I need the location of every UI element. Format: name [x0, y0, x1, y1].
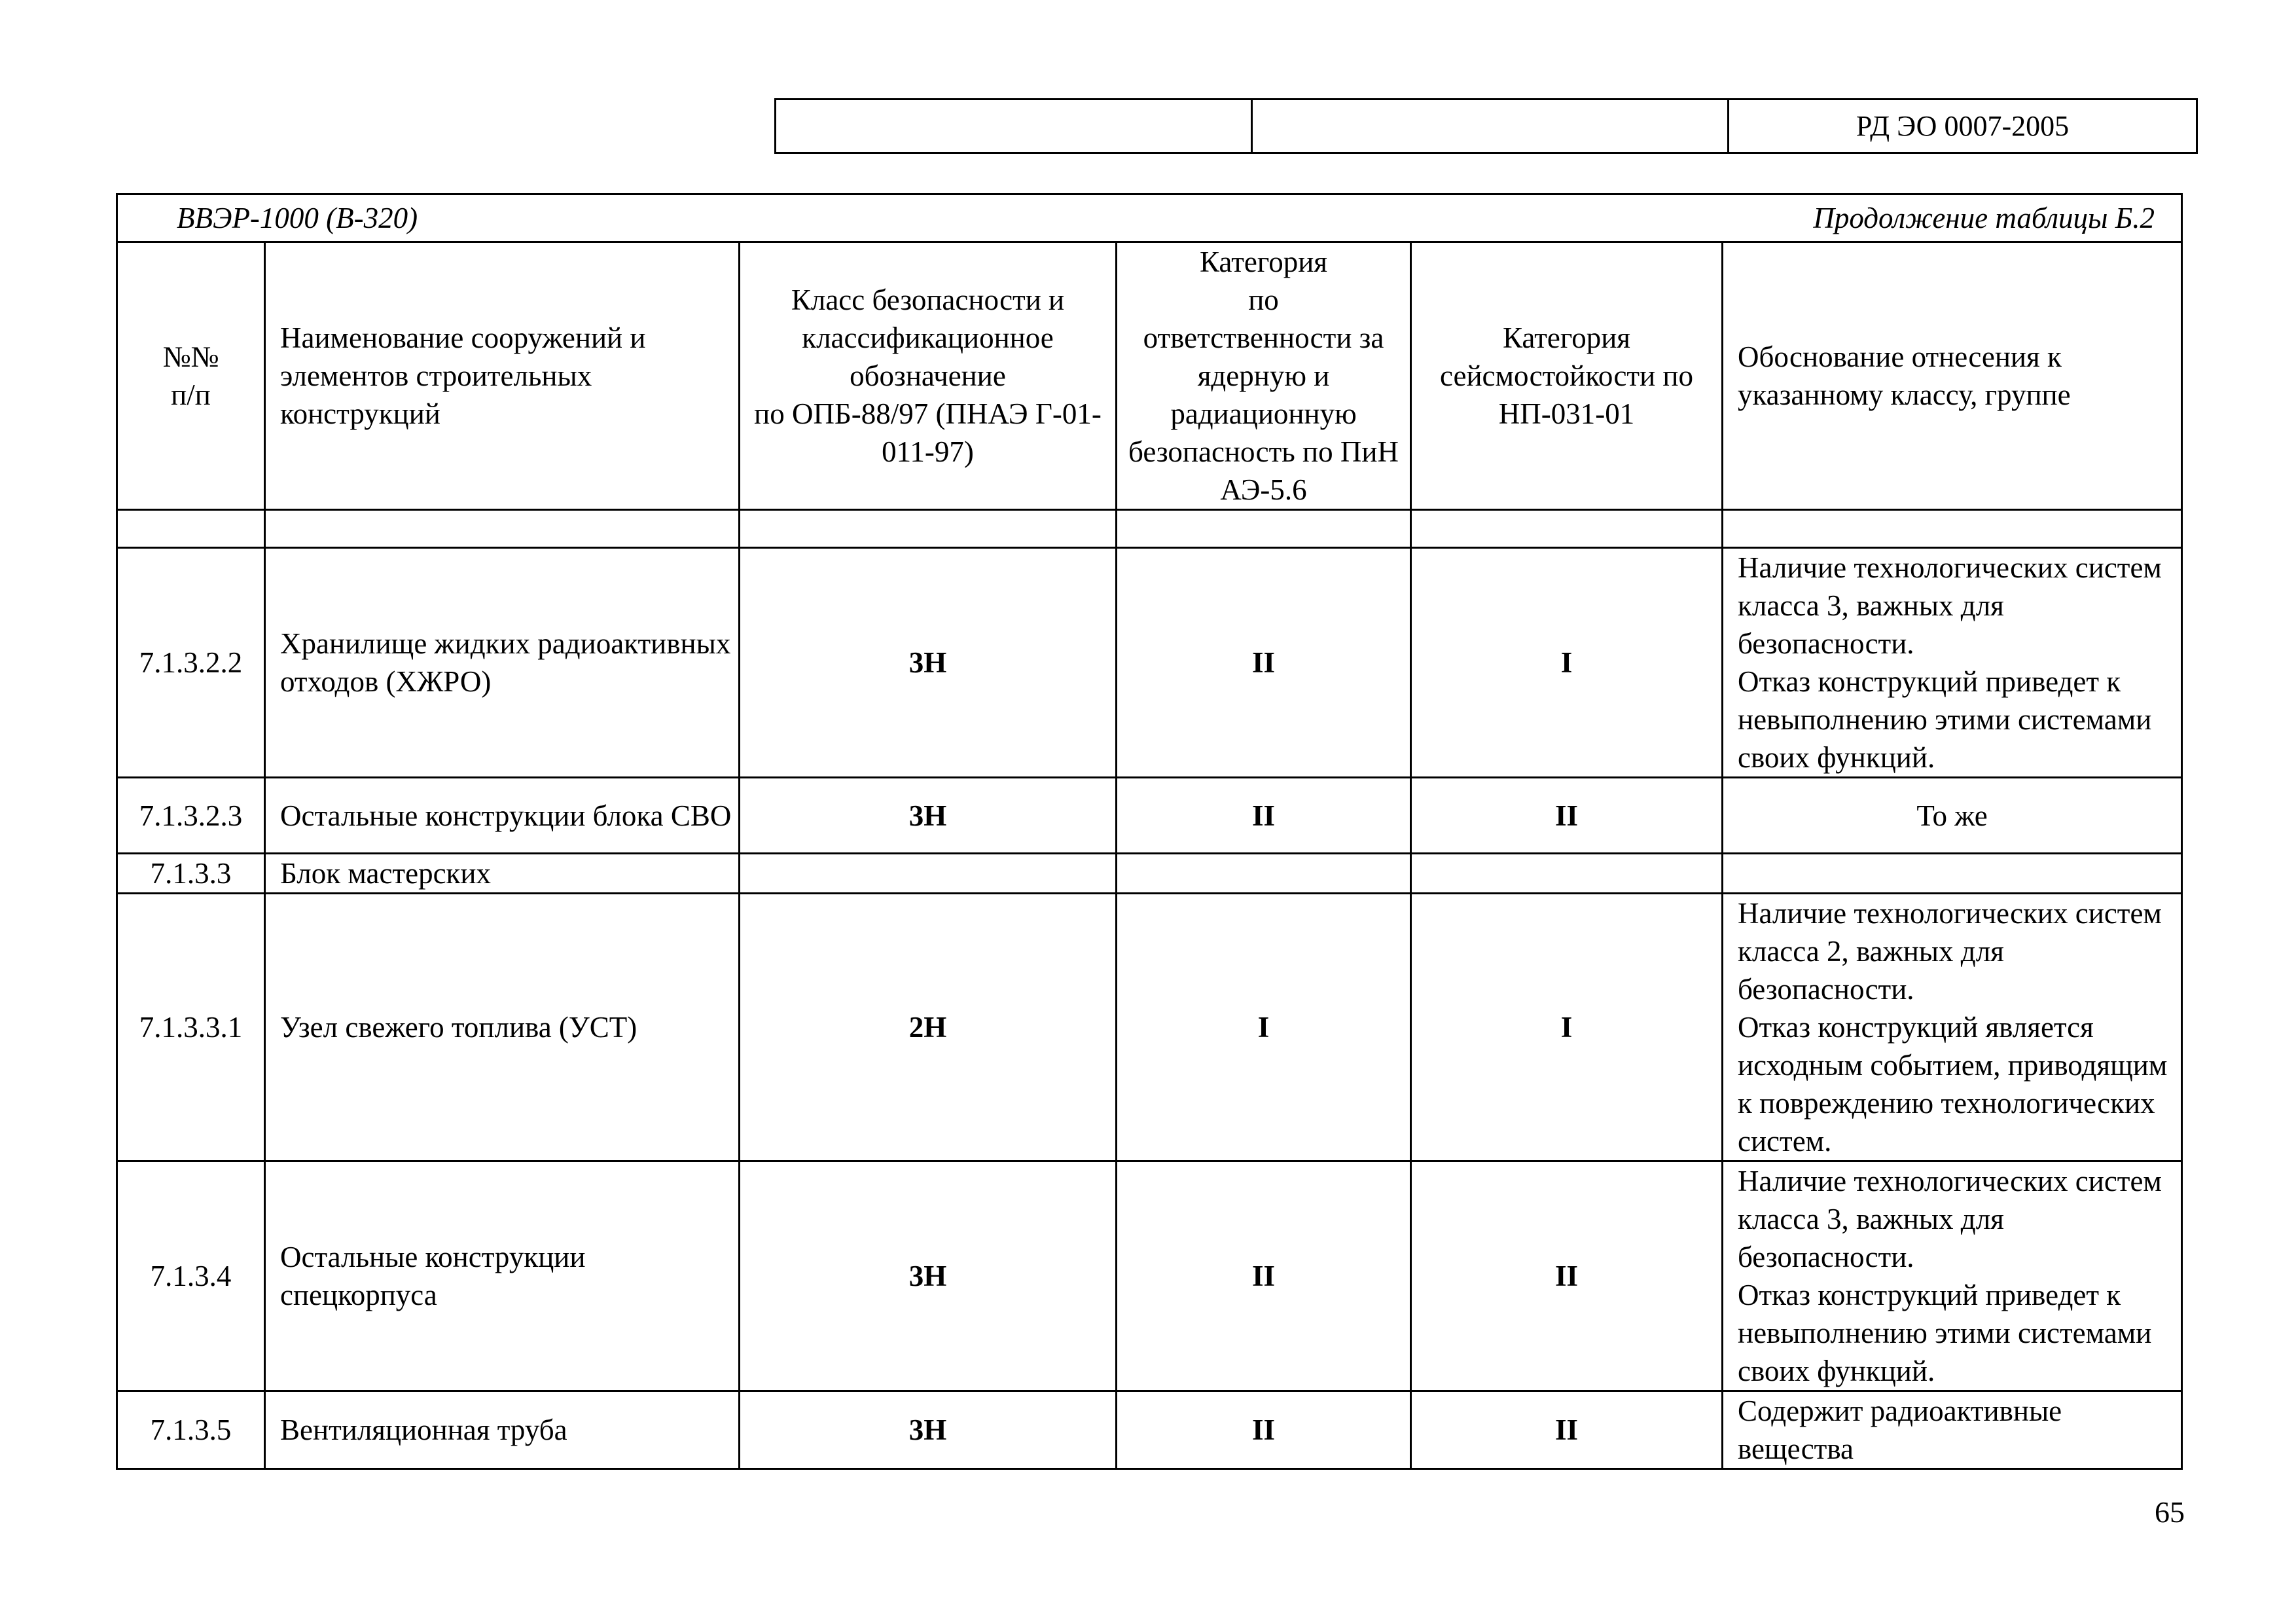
- row-safety-class: 3Н: [740, 778, 1117, 854]
- row-justification: Наличие технологических систем класса 3, важных для безопасности. Отказ конструкций приведет к невыполнению этими системами своих функций.: [1723, 1161, 2182, 1391]
- row-justification: Наличие технологических систем класса 3, важных для безопасности. Отказ конструкций приведет к невыполнению этими системами своих функций.: [1723, 548, 2182, 778]
- table-spacer-row: [117, 510, 2182, 548]
- column-header-responsibility-category: Категория по ответственности за ядерную и радиационную безопасность по ПиН АЭ-5.6: [1117, 242, 1411, 510]
- page-number: 65: [2155, 1495, 2185, 1529]
- row-name: Вентиляционная труба: [265, 1391, 740, 1469]
- table-row: [117, 1161, 2182, 1391]
- row-seismic-category: II: [1411, 1161, 1723, 1391]
- row-seismic-category: I: [1411, 548, 1723, 778]
- column-header-justification: Обоснование отнесения к указанному классу, группе: [1723, 242, 2182, 510]
- row-responsibility-category: II: [1117, 548, 1411, 778]
- table-row: [117, 778, 2182, 854]
- row-responsibility-category: II: [1117, 1161, 1411, 1391]
- document-code: РД ЭО 0007-2005: [1729, 100, 2197, 153]
- column-header-number: №№ п/п: [117, 242, 265, 510]
- row-seismic-category: II: [1411, 778, 1723, 854]
- row-number: 7.1.3.2.3: [117, 778, 265, 854]
- table-row: [117, 1391, 2182, 1469]
- row-justification: Наличие технологических систем класса 2, важных для безопасности. Отказ конструкций является исходным событием, приводящим к повреждению технологических систем.: [1723, 894, 2182, 1161]
- header-cell-2: [1252, 100, 1729, 153]
- table-row: [117, 854, 2182, 894]
- table-header-row: [117, 242, 2182, 510]
- header-cell-1: [776, 100, 1252, 153]
- row-name: Хранилище жидких радиоактивных отходов (ХЖРО): [265, 548, 740, 778]
- row-safety-class: 2Н: [740, 894, 1117, 1161]
- column-header-safety-class: Класс безопасности и классификационное обозначение по ОПБ-88/97 (ПНАЭ Г-01-011-97): [740, 242, 1117, 510]
- row-seismic-category: I: [1411, 894, 1723, 1161]
- row-name: Остальные конструкции спецкорпуса: [265, 1161, 740, 1391]
- row-number: 7.1.3.3.1: [117, 894, 265, 1161]
- row-name: Остальные конструкции блока СВО: [265, 778, 740, 854]
- row-number: 7.1.3.5: [117, 1391, 265, 1469]
- row-safety-class: 3Н: [740, 1391, 1117, 1469]
- document-header-box: [774, 98, 2198, 154]
- row-justification: Содержит радиоактивные вещества: [1723, 1391, 2182, 1469]
- row-justification: [1723, 854, 2182, 894]
- row-safety-class: [740, 854, 1117, 894]
- column-header-name: Наименование сооружений и элементов строительных конструкций: [265, 242, 740, 510]
- row-number: 7.1.3.3: [117, 854, 265, 894]
- column-header-seismic-category: Категория сейсмостойкости по НП-031-01: [1411, 242, 1723, 510]
- row-safety-class: 3Н: [740, 1161, 1117, 1391]
- row-number: 7.1.3.2.2: [117, 548, 265, 778]
- table-continuation-caption: Продолжение таблицы Б.2: [1813, 202, 2155, 234]
- row-safety-class: 3Н: [740, 548, 1117, 778]
- table-row: [117, 548, 2182, 778]
- row-responsibility-category: II: [1117, 778, 1411, 854]
- table-caption-reactor: ВВЭР-1000 (В-320): [177, 202, 418, 234]
- row-responsibility-category: [1117, 854, 1411, 894]
- row-name: Узел свежего топлива (УСТ): [265, 894, 740, 1161]
- row-justification: То же: [1723, 778, 2182, 854]
- row-seismic-category: [1411, 854, 1723, 894]
- row-responsibility-category: II: [1117, 1391, 1411, 1469]
- row-responsibility-category: I: [1117, 894, 1411, 1161]
- table-caption-row: [117, 194, 2182, 242]
- row-number: 7.1.3.4: [117, 1161, 265, 1391]
- row-name: Блок мастерских: [265, 854, 740, 894]
- classification-table: [116, 193, 2183, 1470]
- table-row: [117, 894, 2182, 1161]
- row-seismic-category: II: [1411, 1391, 1723, 1469]
